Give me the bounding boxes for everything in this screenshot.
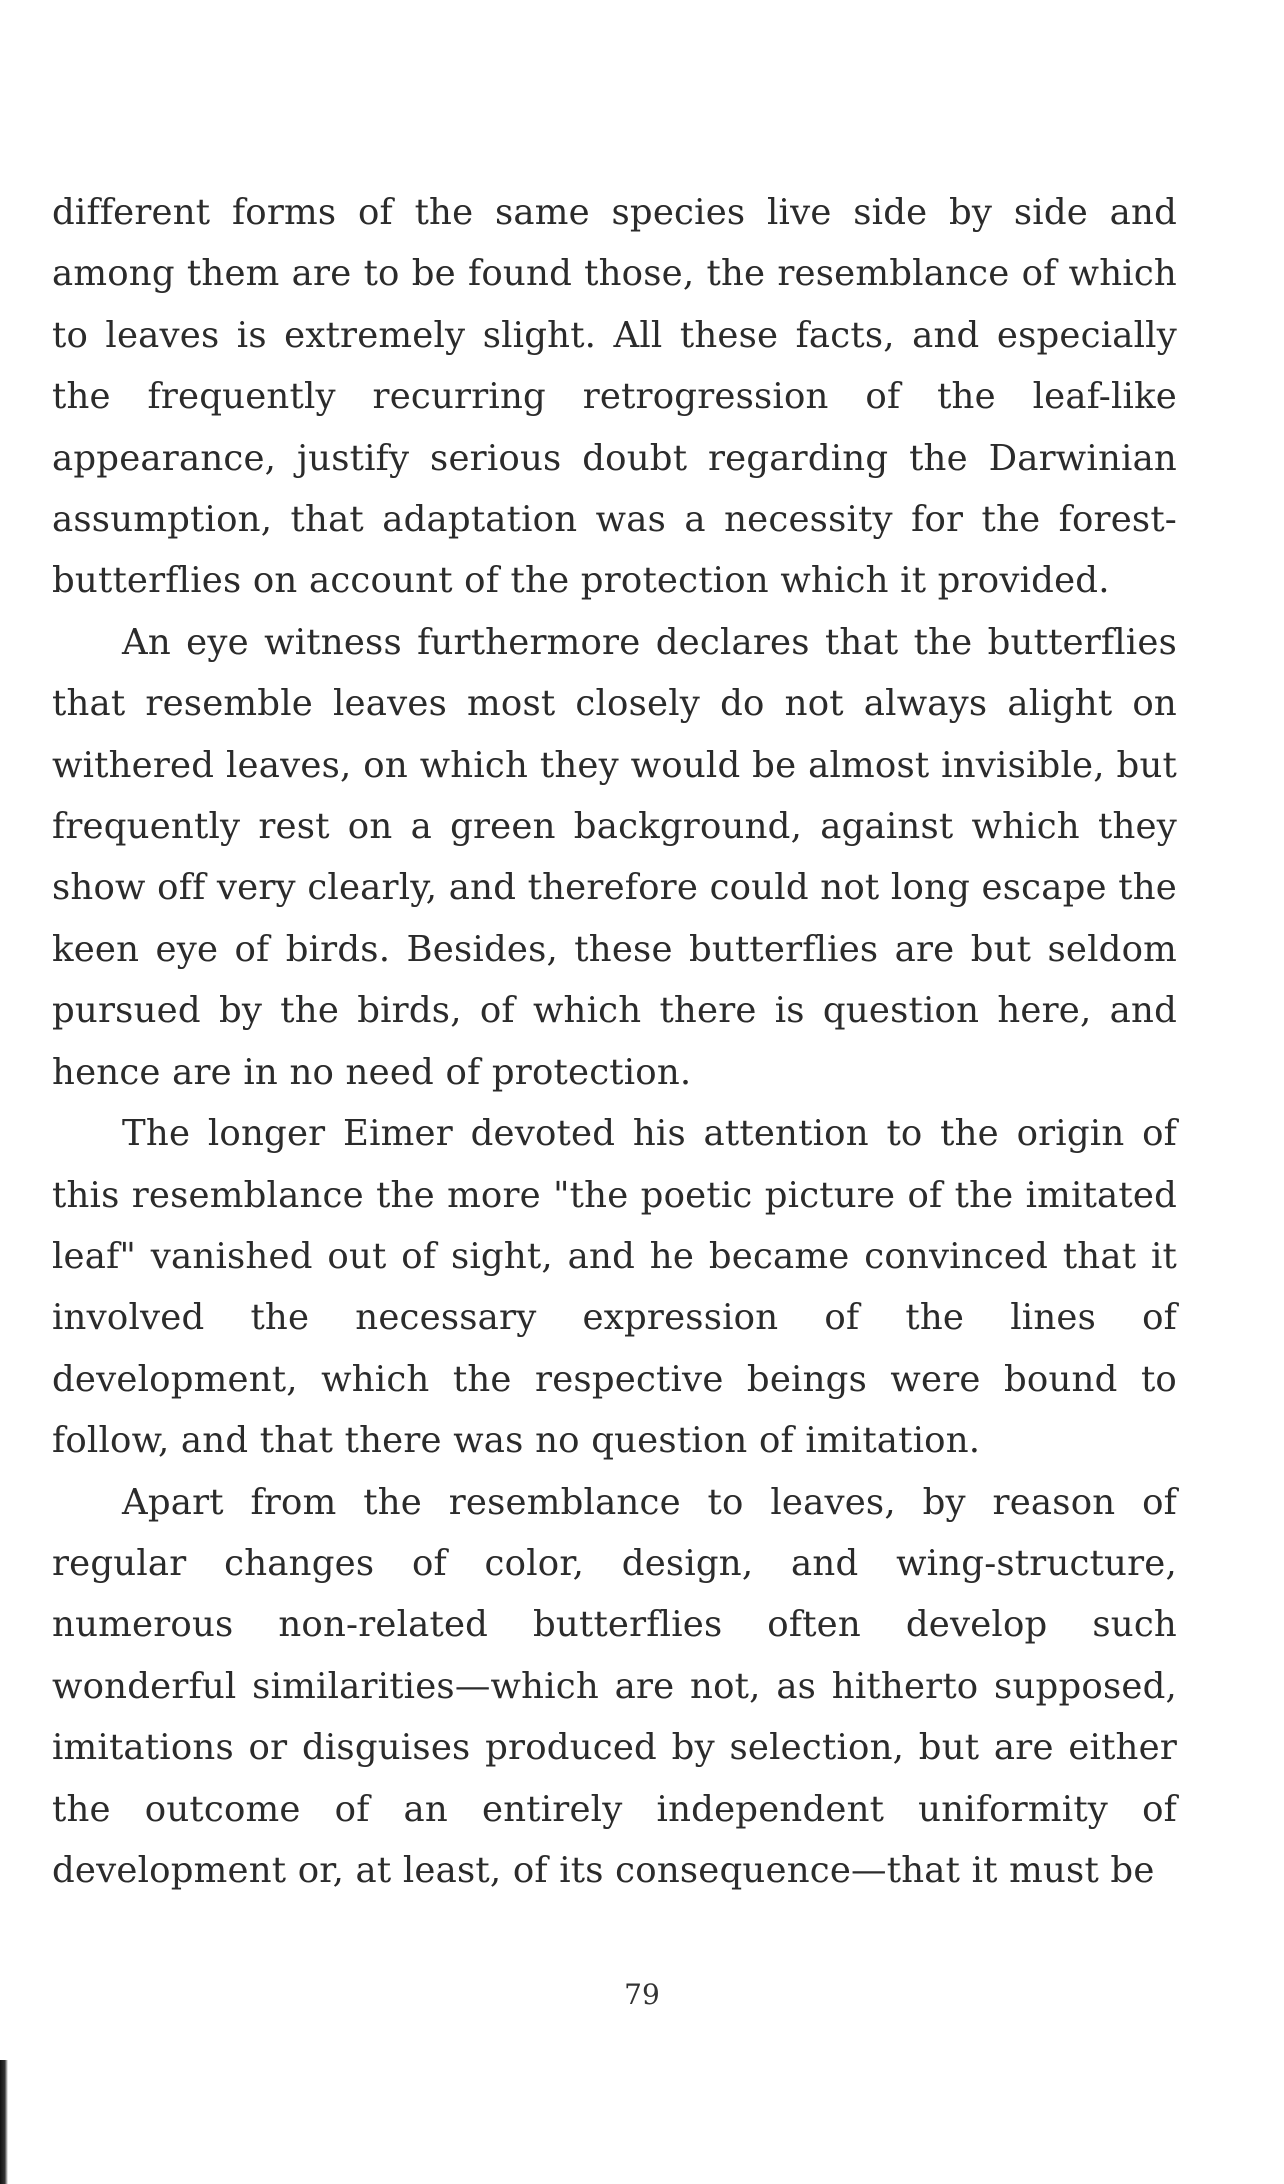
- body-text: [52, 182, 1177, 1901]
- scan-edge-mark: [0, 2060, 8, 2184]
- page-number: 79: [624, 1978, 660, 2011]
- paragraph-apart-from: Apart from the resemblance to leaves, by reason of regular changes of color, design, and wing-structure, numerous non-related butterflies often develop such wonderful similarities—which are not, as hitherto supposed, imitations or disguises produced by selection, but are either the outcome of an entirely independent uniformity of development or, at least, of its consequence—that it must be: [52, 1481, 1177, 1891]
- paragraph-continuation: different forms of the same species live side by side and among them are to be found those, the resemblance of which to leaves is extremely slight. All these facts, and especially the frequently recurring retrogression of the leaf-like appearance, justify serious doubt regarding the Darwinian assumption, that adaptation was a necessity for the forest-butterflies on account of the protection which it provided.: [52, 192, 1177, 602]
- paragraph-eye-witness: An eye witness furthermore declares that the butterflies that resemble leaves most closely do not always alight on withered leaves, on which they would be almost invisible, but frequently rest on a green background, against which they show off very clearly, and therefore could not long escape the keen eye of birds. Besides, these butterflies are but seldom pursued by the birds, of which there is question here, and hence are in no need of protection.: [52, 621, 1177, 1093]
- paragraph-eimer: The longer Eimer devoted his attention to the origin of this resemblance the more "the poetic picture of the imitated leaf" vanished out of sight, and he became convinced that it involved the necessary expression of the lines of development, which the respective beings were bound to follow, and that there was no question of imitation.: [52, 1113, 1177, 1462]
